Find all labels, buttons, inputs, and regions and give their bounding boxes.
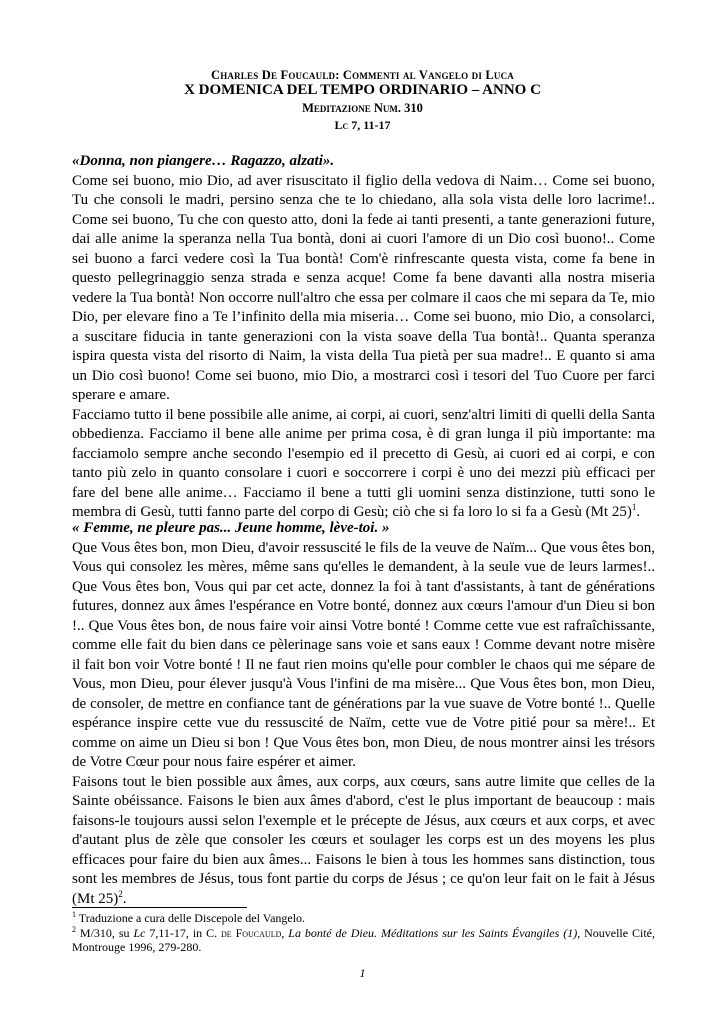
french-section — [72, 519, 655, 909]
footnote-2-title: La bonté de Dieu. Méditations sur les Saints Évangiles (1) — [288, 925, 578, 940]
italian-paragraph-1: Come sei buono, mio Dio, ad aver risuscitato il figlio della vedova di Naim… Come sei buono, Tu che consoli le madri, persino senza che te lo chiedano, alla sola vista delle loro lacrime!.. Come sei buono, Tu che con questo atto, doni la fede ai tanti presenti, a tante generazioni future, dai alle anime la speranza nella Tua bontà, doni ai cuori l'amore di un Dio così buono!.. Come sei buono a farci vedere così la Tua bontà! Com'è rinfrescante questa vista, come fa bene in questo pellegrinaggio senza strada e senza acque! Come fa bene davanti alla nostra miseria vedere la Tua bontà! Non occorre null'altro che essa per colmare il caos che mi separa da Te, mio Dio, per elevare fino a Te l’infinito della mia miseria… Come sei buono, mio Dio, a consolarci, a suscitare fiducia in tante generazioni con la vista soave della Tua bontà!.. Quanta speranza ispira questa vista del risorto di Naim, la vista della Tua pietà per sua madre!.. E quanto si ama un Dio così buono! Come sei buono, mio Dio, a mostrarci così i tesori del Tuo Cuore per farci sperare e amare. — [72, 172, 655, 403]
french-paragraph-2 — [72, 773, 655, 910]
footnote-separator — [72, 907, 247, 908]
footnote-2-part-c: , — [281, 925, 289, 940]
page-number: 1 — [359, 966, 366, 980]
italian-section — [72, 152, 655, 523]
footnotes — [72, 911, 655, 955]
header-reference: Lc 7, 11-17 — [334, 118, 391, 132]
italian-paragraph-2-text: Facciamo tutto il bene possibile alle anime, ai corpi, ai cuori, senz'altri limiti di quelli della Santa obbedienza. Facciamo il bene alle anime per prima cosa, è di gran lunga il più importante: ma facciamolo sempre anche secondo l'esempio ed il precetto di Gesù, ai cuori ed ai corpi, e con tanto più zelo in quanto consolare i cuori e soccorrere i corpi è uno dei mezzi più efficaci per fare del bene alle anime… Facciamo il bene a tutti gli uomini senza distinzione, tutti sono le membra di Gesù, tutti fanno parte del corpo di Gesù; ciò che si fa loro lo si fa a Gesù (Mt 25) — [72, 406, 655, 520]
header-title: X DOMENICA DEL TEMPO ORDINARIO – ANNO C — [184, 82, 541, 98]
footnote-2-author: de Foucauld — [221, 925, 282, 940]
footnote-ref-2[interactable]: 2 — [118, 888, 123, 899]
italian-paragraph-2-end: . — [636, 504, 641, 520]
footnote-2-part-a: M/310, su — [79, 925, 134, 940]
footnote-2-book: Lc — [133, 925, 146, 940]
footnote-2 — [72, 926, 655, 955]
italian-quote: «Donna, non piangere… Ragazzo, alzati». — [72, 153, 335, 169]
header-author-line: Charles De Foucauld: Commenti al Vangelo di Luca — [210, 68, 514, 82]
footnote-2-part-d: , Nouvelle Cité, Montrouge 1996, 279-280. — [72, 925, 656, 954]
french-paragraph-2-text: Faisons tout le bien possible aux âmes, aux corps, aux cœurs, sans autre limite que celles de la Sainte obéissance. Faisons le bien aux âmes d'abord, c'est le plus important de beaucoup : mais faisons-le toujours aussi selon l'exemple et le précepte de Jésus, aux cœurs et aux corps, et avec d'autant plus de zèle que consoler les cœurs et soulager les corps est un des moyens les plus efficaces pour faire du bien aux âmes... Faisons le bien à tous les hommes sans distinction, tous sont les membres de Jésus, tous font partie du corps de Jésus ; ce qu'on leur fait on le fait à Jésus (Mt 25) — [72, 773, 655, 907]
french-paragraph-1: Que Vous êtes bon, mon Dieu, d'avoir ressuscité le fils de la veuve de Naïm... Que vous êtes bon, Vous qui consolez les mères, même sans qu'elles le demandent, à la seule vue de leurs larmes!.. Que Vous êtes bon, Vous qui par cet acte, donnez la foi à tant d'assistants, à tant de générations futures, donnez aux âmes l'espérance en Votre bonté, donnez aux cœurs l'amour d'un Dieu si bon !.. Que Vous êtes bon, de nous faire voir ainsi Votre bonté ! Comme cette vue est rafraîchissante, comme elle fait du bien dans ce pèlerinage sans voie et sans eaux ! Comme devant notre misère il fait bon voir Votre bonté ! Il ne faut rien moins qu'elle pour combler le chaos qui me sépare de Vous, mon Dieu, pour élever jusqu'à Vous l'infini de ma misère... Que Vous êtes bon, mon Dieu, de consoler, de mettre en confiance tant de générations par la vue suave de Votre bonté !.. Quelle espérance inspire cette vue du ressuscité de Naïm, cette vue de Votre pitié pour sa mère!.. Et comme on aime un Dieu si bon ! Que Vous êtes bon, mon Dieu, de nous montrer ainsi les trésors de Votre Cœur pour nous faire espérer et aimer. — [72, 539, 655, 770]
footnote-ref-1[interactable]: 1 — [631, 502, 637, 512]
footnote-2-part-b: 7,11-17, in C. — [145, 925, 221, 940]
french-paragraph-2-end: . — [122, 890, 127, 907]
french-quote: « Femme, ne pleure pas... Jeune homme, lève-toi. » — [72, 520, 390, 536]
footnote-1-mark: 1 — [72, 910, 76, 919]
footnote-2-mark: 2 — [72, 924, 76, 934]
header-meditation-number: Meditazione Num. 310 — [302, 101, 423, 115]
footnote-1-text: Traduzione a cura delle Discepole del Vangelo. — [78, 911, 306, 925]
footnote-1 — [72, 911, 655, 926]
italian-paragraph-2 — [72, 406, 655, 523]
